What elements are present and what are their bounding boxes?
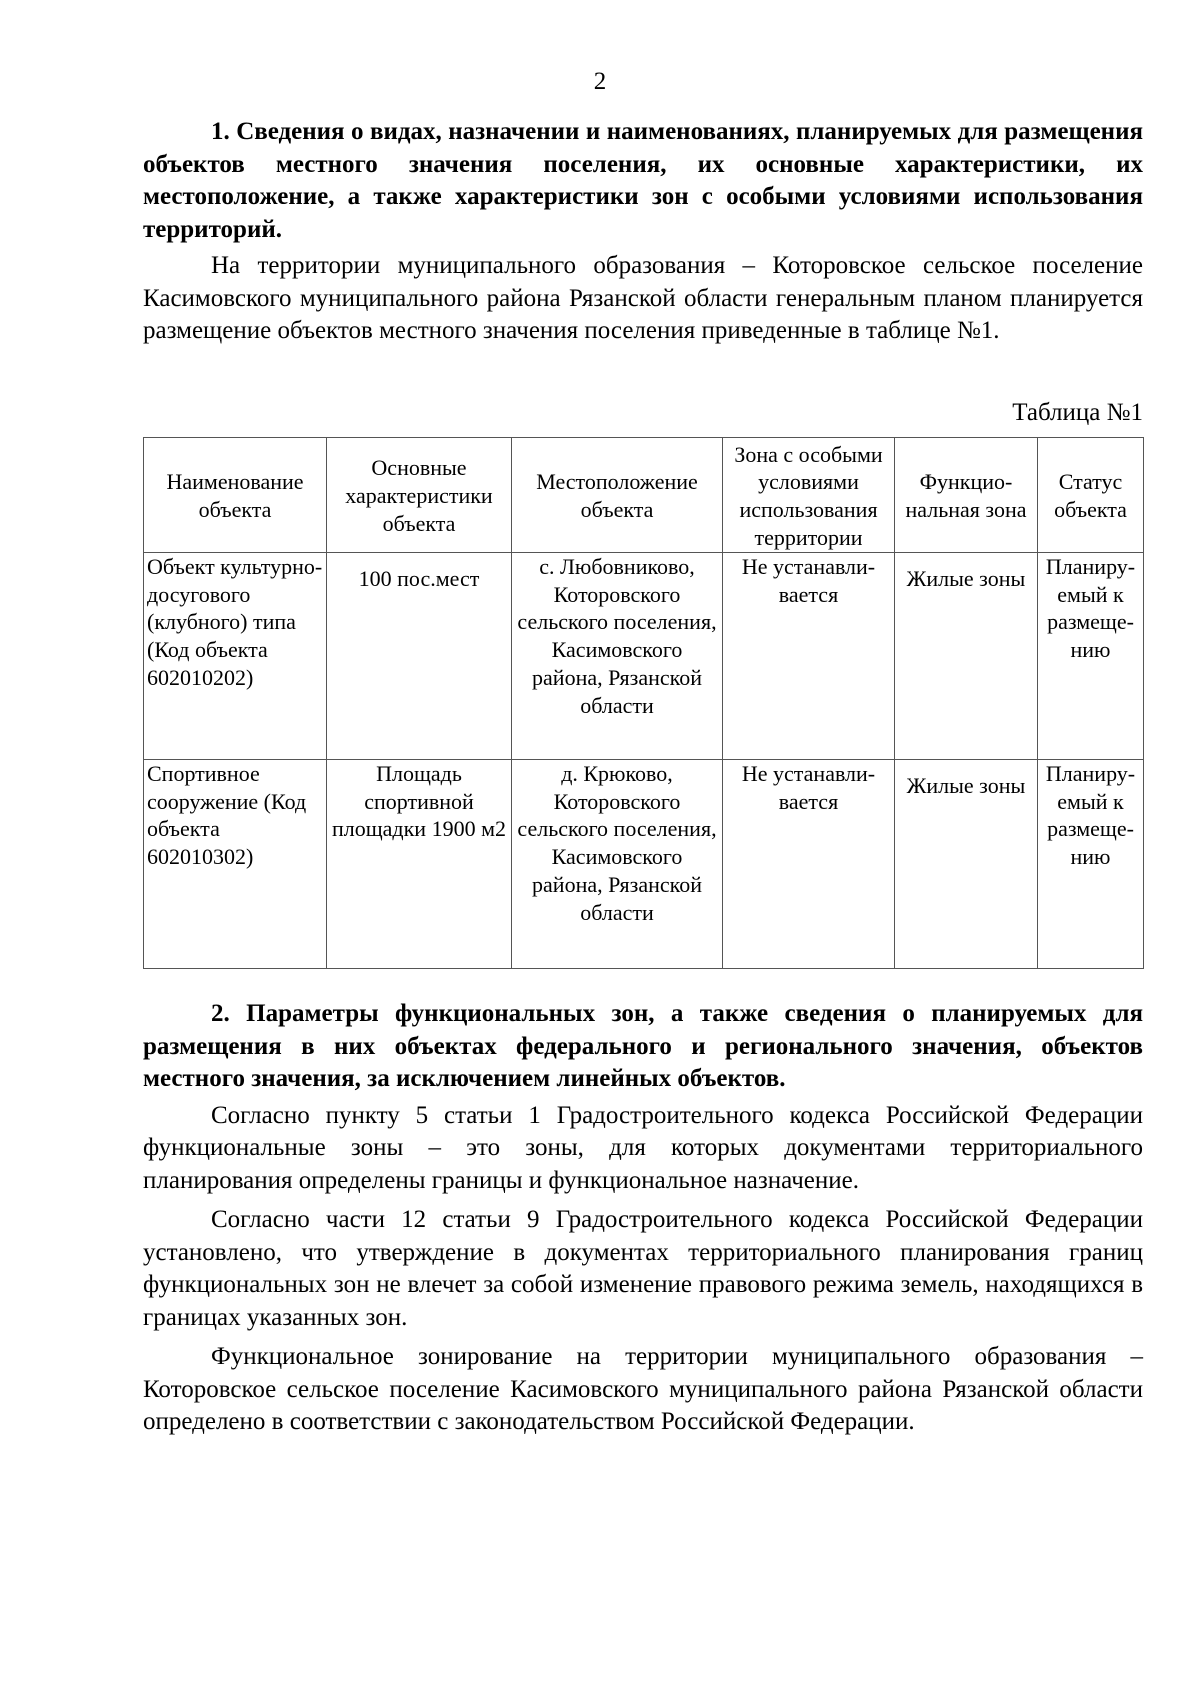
table-cell: д. Крюково, Которовского сельского поселения, Касимовского района, Рязанской области bbox=[512, 760, 723, 969]
table-cell: с. Любовниково, Которовского сельского поселения, Касимовского района, Рязанской области bbox=[512, 553, 723, 760]
section-2-paragraph: Согласно части 12 статьи 9 Градостроительного кодекса Российской Федерации установлено, что утверждение в документах территориального планирования границ функциональных зон не влечет за собой изменение правового режима земель, находящихся в границах указанных зон. bbox=[143, 1206, 1143, 1331]
header-cell: Функцио-нальная зона bbox=[895, 438, 1038, 553]
table-cell: Планиру-емый к размеще-нию bbox=[1038, 760, 1144, 969]
table-row bbox=[144, 760, 1144, 969]
table-cell: 100 пос.мест bbox=[327, 553, 512, 760]
header-cell: Основные характеристики объекта bbox=[327, 438, 512, 553]
header-cell: Зона с особыми условиями использования территории bbox=[723, 438, 895, 553]
section-2-heading: 2. Параметры функциональных зон, а также сведения о планируемых для размещения в них объектах федерального и регионального значения, объектов местного значения, за исключением линейных объектов. bbox=[143, 1000, 1143, 1092]
header-cell: Наименование объекта bbox=[144, 438, 327, 553]
table-header-row bbox=[144, 438, 1144, 553]
objects-table bbox=[143, 437, 1144, 969]
table-cell: Спортивное сооружение (Код объекта 602010302) bbox=[144, 760, 327, 969]
header-cell: Местоположение объекта bbox=[512, 438, 723, 553]
table-cell: Площадь спортивной площадки 1900 м2 bbox=[327, 760, 512, 969]
page-number: 2 bbox=[593, 68, 607, 95]
table-row bbox=[144, 553, 1144, 760]
table-cell: Не устанавли-вается bbox=[723, 760, 895, 969]
table-cell: Не устанавли-вается bbox=[723, 553, 895, 760]
table-caption: Таблица №1 bbox=[1012, 399, 1143, 426]
table-cell: Жилые зоны bbox=[895, 553, 1038, 760]
section-1 bbox=[143, 116, 1143, 348]
section-2-paragraph: Согласно пункту 5 статьи 1 Градостроительного кодекса Российской Федерации функциональные зоны – это зоны, для которых документами территориального планирования определены границы и функциональное назначение. bbox=[143, 1101, 1143, 1194]
section-2 bbox=[143, 998, 1143, 1439]
table-cell: Объект культурно-досугового (клубного) типа (Код объекта 602010202) bbox=[144, 553, 327, 760]
section-1-heading: 1. Сведения о видах, назначении и наименованиях, планируемых для размещения объектов местного значения поселения, их основные характеристики, их местоположение, а также характеристики зон с особыми условиями использования территорий. bbox=[143, 118, 1143, 243]
section-2-paragraph: Функциональное зонирование на территории муниципального образования – Которовское сельское поселение Касимовского муниципального района Рязанской области определено в соответствии с законодательством Российской Федерации. bbox=[143, 1343, 1143, 1435]
table-cell: Жилые зоны bbox=[895, 760, 1038, 969]
table-cell: Планиру-емый к размеще-нию bbox=[1038, 553, 1144, 760]
header-cell: Статус объекта bbox=[1038, 438, 1144, 553]
section-1-paragraph: На территории муниципального образования – Которовское сельское поселение Касимовского муниципального района Рязанской области генеральным планом планируется размещение объектов местного значения поселения приведенные в таблице №1. bbox=[143, 252, 1143, 344]
